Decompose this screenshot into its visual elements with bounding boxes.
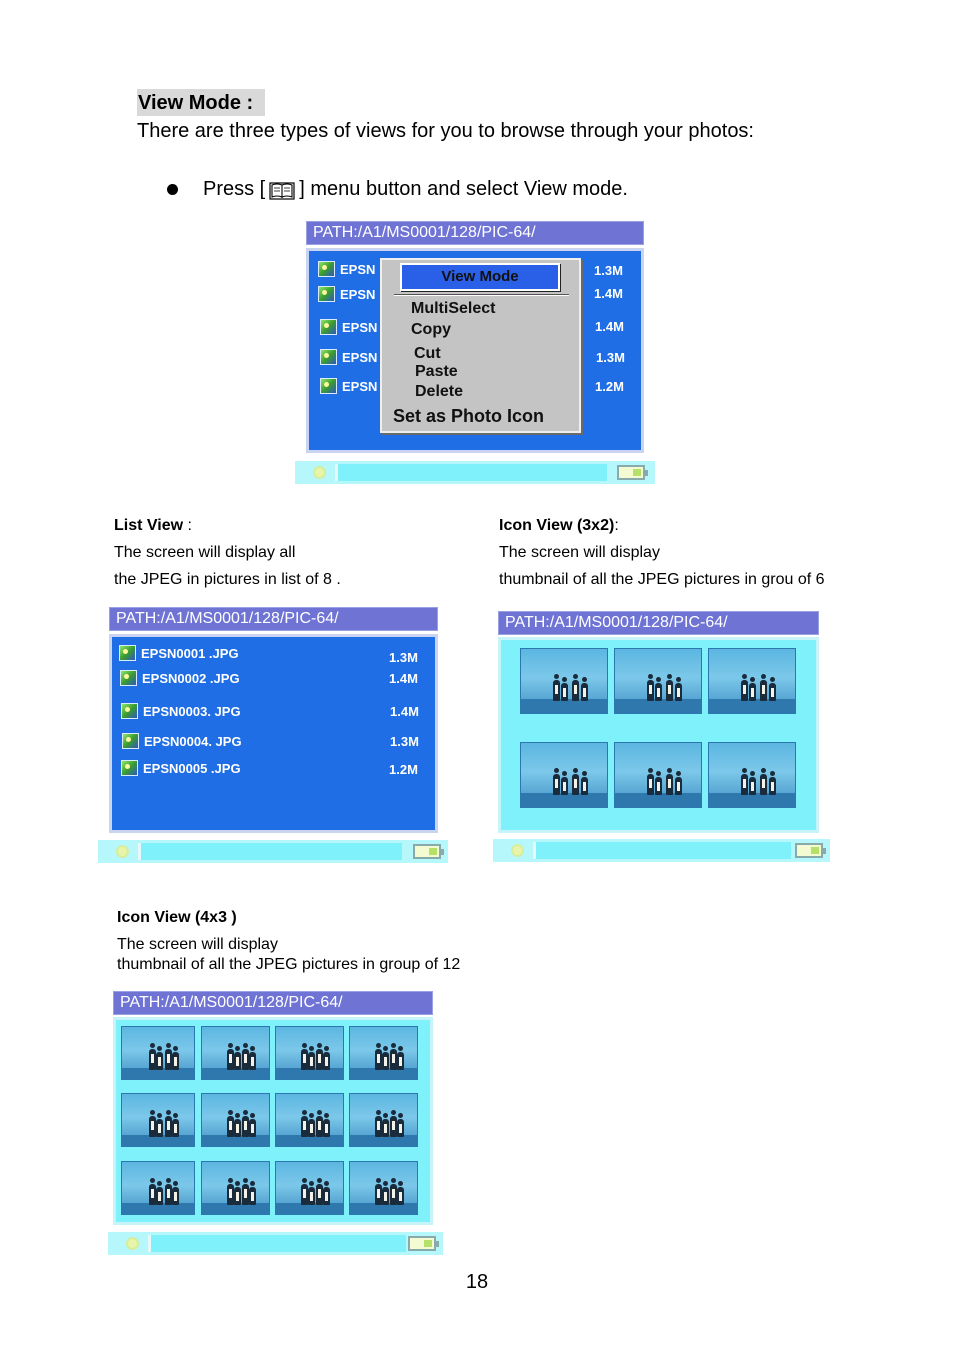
menu-item-set-as-photo-icon[interactable]: Set as Photo Icon: [393, 406, 545, 426]
photo-thumbnail[interactable]: [614, 648, 702, 714]
file-size: 1.2M: [595, 379, 624, 394]
page-number: 18: [465, 1271, 489, 1293]
battery-icon: [413, 844, 441, 859]
file-size: 1.4M: [390, 704, 419, 719]
status-led-icon: [116, 845, 129, 858]
photo-thumbnail[interactable]: [201, 1161, 270, 1215]
photo-file-icon: [320, 349, 337, 365]
status-led-icon: [126, 1237, 139, 1250]
status-bar: [295, 461, 655, 484]
file-name: EPSN: [340, 261, 376, 277]
menu-item-multiselect[interactable]: MultiSelect: [411, 300, 496, 317]
icon-view-4x3-caption-line: The screen will display: [117, 936, 278, 953]
file-size: 1.4M: [594, 286, 623, 301]
path-bar: PATH:/A1/MS0001/128/PIC-64/: [113, 991, 433, 1015]
list-view-caption-line: The screen will display all: [114, 544, 296, 561]
photo-thumbnail[interactable]: [520, 742, 608, 808]
file-size: 1.2M: [389, 762, 418, 777]
photo-thumbnail[interactable]: [275, 1026, 344, 1080]
list-item[interactable]: [121, 703, 241, 719]
file-size: 1.3M: [596, 350, 625, 365]
intro-paragraph: There are three types of views for you to browse through your photos:: [137, 120, 754, 142]
photo-file-icon: [318, 286, 335, 302]
file-name: EPSN0004. JPG: [144, 733, 242, 749]
battery-icon: [408, 1236, 436, 1251]
list-item[interactable]: [318, 261, 375, 277]
file-size: 1.3M: [390, 734, 419, 749]
photo-file-icon: [121, 703, 138, 719]
list-view-caption-title: List View :: [114, 517, 192, 534]
file-name: EPSN: [342, 349, 378, 365]
list-item[interactable]: [120, 670, 240, 686]
battery-icon: [795, 843, 823, 858]
icon-view-4x3-caption-title: Icon View (4x3 ): [117, 909, 237, 926]
file-name: EPSN: [340, 286, 376, 302]
progress-track: [148, 1235, 406, 1252]
path-bar: PATH:/A1/MS0001/128/PIC-64/: [498, 611, 819, 635]
file-name: EPSN0002 .JPG: [142, 670, 240, 686]
file-size: 1.4M: [595, 319, 624, 334]
file-name: EPSN0005 .JPG: [143, 760, 241, 776]
battery-icon: [617, 465, 645, 480]
list-item[interactable]: [320, 319, 377, 335]
photo-thumbnail[interactable]: [708, 742, 796, 808]
progress-track: [533, 842, 791, 859]
icon-view-3x2-caption-line: The screen will display: [499, 544, 660, 561]
photo-thumbnail[interactable]: [275, 1161, 344, 1215]
photo-file-icon: [320, 319, 337, 335]
list-item[interactable]: [318, 286, 375, 302]
status-led-icon: [313, 466, 326, 479]
icon-view-3x2-caption-line: thumbnail of all the JPEG pictures in grou of 6: [499, 571, 825, 588]
list-item[interactable]: [320, 349, 377, 365]
file-name: EPSN: [342, 378, 378, 394]
list-item[interactable]: [320, 378, 377, 394]
file-size: 1.3M: [389, 650, 418, 665]
photo-thumbnail[interactable]: [520, 648, 608, 714]
photo-file-icon: [120, 670, 137, 686]
file-size: 1.4M: [389, 671, 418, 686]
photo-thumbnail[interactable]: [201, 1026, 270, 1080]
icon-view-3x2-caption-title: Icon View (3x2):: [499, 517, 619, 534]
photo-thumbnail[interactable]: [121, 1093, 195, 1147]
menu-item-view-mode[interactable]: View Mode: [400, 263, 560, 291]
file-size: 1.3M: [594, 263, 623, 278]
path-bar: PATH:/A1/MS0001/128/PIC-64/: [109, 607, 438, 631]
photo-file-icon: [119, 645, 136, 661]
list-item[interactable]: [119, 645, 239, 661]
menu-item-paste[interactable]: Paste: [415, 363, 458, 380]
instruction-text-before: Press [: [203, 178, 266, 200]
status-led-icon: [511, 844, 524, 857]
context-menu: [380, 258, 581, 433]
instruction-text-after: ] menu button and select View mode.: [299, 178, 628, 200]
photo-file-icon: [318, 261, 335, 277]
instruction-bullet: [167, 175, 628, 204]
status-bar: [108, 1232, 443, 1255]
photo-thumbnail[interactable]: [708, 648, 796, 714]
section-heading: View Mode :: [137, 89, 265, 116]
path-bar: PATH:/A1/MS0001/128/PIC-64/: [306, 221, 644, 245]
photo-thumbnail[interactable]: [121, 1026, 195, 1080]
photo-thumbnail[interactable]: [349, 1026, 418, 1080]
file-name: EPSN: [342, 319, 378, 335]
list-item[interactable]: [121, 760, 241, 776]
status-bar: [493, 839, 830, 862]
list-item[interactable]: [122, 733, 242, 749]
file-name: EPSN0001 .JPG: [141, 645, 239, 661]
book-icon: [269, 180, 295, 200]
photo-file-icon: [320, 378, 337, 394]
menu-item-delete[interactable]: Delete: [415, 383, 464, 400]
bullet-dot-icon: [167, 184, 178, 195]
photo-file-icon: [121, 760, 138, 776]
photo-thumbnail[interactable]: [614, 742, 702, 808]
photo-file-icon: [122, 733, 139, 749]
status-bar: [98, 840, 448, 863]
photo-thumbnail[interactable]: [275, 1093, 344, 1147]
photo-thumbnail[interactable]: [349, 1161, 418, 1215]
file-name: EPSN0003. JPG: [143, 703, 241, 719]
menu-item-cut[interactable]: Cut: [414, 345, 441, 362]
menu-item-copy[interactable]: Copy: [411, 321, 451, 338]
menu-divider: [394, 294, 569, 296]
photo-thumbnail[interactable]: [349, 1093, 418, 1147]
photo-thumbnail[interactable]: [121, 1161, 195, 1215]
photo-thumbnail[interactable]: [201, 1093, 270, 1147]
progress-track: [335, 464, 607, 481]
list-view-caption-line: the JPEG in pictures in list of 8 .: [114, 571, 341, 588]
progress-track: [138, 843, 402, 860]
icon-view-4x3-caption-line: thumbnail of all the JPEG pictures in group of 12: [117, 956, 461, 973]
